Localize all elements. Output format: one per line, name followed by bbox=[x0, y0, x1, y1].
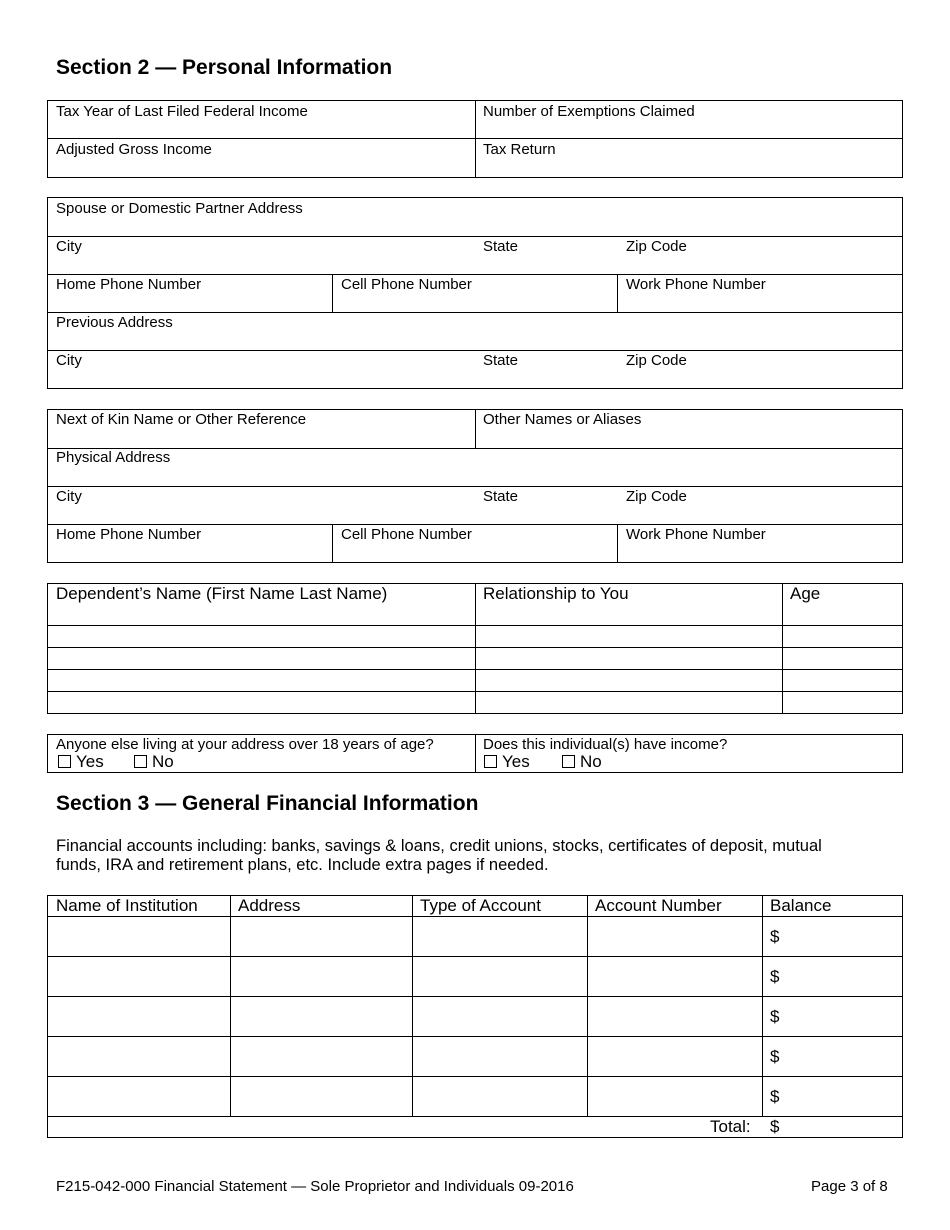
checkbox-icon[interactable] bbox=[484, 755, 497, 768]
dependents-table bbox=[47, 583, 903, 714]
accounts-header-balance: Balance bbox=[770, 896, 832, 915]
adults-yes-option[interactable] bbox=[58, 752, 104, 772]
balance-currency: $ bbox=[770, 1087, 780, 1106]
household-question-adults: Anyone else living at your address over 18 years of age? bbox=[56, 736, 434, 753]
income-no-option[interactable] bbox=[562, 752, 602, 772]
checkbox-icon[interactable] bbox=[58, 755, 71, 768]
agi-field[interactable]: Adjusted Gross Income bbox=[56, 141, 212, 158]
description-line-2: funds, IRA and retirement plans, etc. Include extra pages if needed. bbox=[56, 856, 549, 874]
balance-currency: $ bbox=[770, 1047, 780, 1066]
total-label: Total: bbox=[710, 1117, 751, 1136]
exemptions-field[interactable]: Number of Exemptions Claimed bbox=[483, 103, 695, 120]
spouse-work-phone-field[interactable]: Work Phone Number bbox=[626, 276, 766, 293]
next-of-kin-table bbox=[47, 409, 903, 563]
kin-home-phone-field[interactable]: Home Phone Number bbox=[56, 526, 202, 543]
aliases-field[interactable]: Other Names or Aliases bbox=[483, 411, 642, 428]
accounts-table bbox=[47, 895, 903, 1138]
checkbox-icon[interactable] bbox=[562, 755, 575, 768]
balance-currency: $ bbox=[770, 1007, 780, 1026]
previous-address-field[interactable]: Previous Address bbox=[56, 314, 173, 331]
tax-year-field[interactable]: Tax Year of Last Filed Federal Income bbox=[56, 103, 308, 120]
footer-form-id: F215-042-000 Financial Statement — Sole Proprietor and Individuals 09-2016 bbox=[56, 1178, 574, 1195]
section-3-description bbox=[56, 837, 886, 875]
kin-name-field[interactable]: Next of Kin Name or Other Reference bbox=[56, 411, 307, 428]
balance-currency: $ bbox=[770, 967, 780, 986]
description-line-1: Financial accounts including: banks, savings & loans, credit unions, stocks, certificates of deposit, mutual bbox=[56, 837, 822, 855]
no-label: No bbox=[580, 752, 602, 771]
footer-page-number: Page 3 of 8 bbox=[811, 1178, 888, 1195]
household-questions-table bbox=[47, 734, 903, 773]
section-3-title: Section 3 — General Financial Information bbox=[56, 792, 479, 815]
kin-zip-field[interactable]: Zip Code bbox=[626, 488, 687, 505]
section-2-title: Section 2 — Personal Information bbox=[56, 56, 393, 79]
kin-work-phone-field[interactable]: Work Phone Number bbox=[626, 526, 766, 543]
spouse-address-table bbox=[47, 197, 903, 389]
kin-city-field[interactable]: City bbox=[56, 488, 82, 505]
spouse-home-phone-field[interactable]: Home Phone Number bbox=[56, 276, 202, 293]
tax-info-table bbox=[47, 100, 903, 178]
spouse-address-field[interactable]: Spouse or Domestic Partner Address bbox=[56, 200, 303, 217]
dependents-header-name: Dependent’s Name (First Name Last Name) bbox=[56, 584, 388, 603]
kin-state-field[interactable]: State bbox=[483, 488, 519, 505]
accounts-header-address: Address bbox=[238, 896, 301, 915]
accounts-header-number: Account Number bbox=[595, 896, 722, 915]
dependents-header-relationship: Relationship to You bbox=[483, 584, 629, 603]
physical-address-field[interactable]: Physical Address bbox=[56, 449, 171, 466]
accounts-header-type: Type of Account bbox=[420, 896, 541, 915]
kin-cell-phone-field[interactable]: Cell Phone Number bbox=[341, 526, 472, 543]
balance-currency: $ bbox=[770, 927, 780, 946]
yes-label: Yes bbox=[76, 752, 104, 771]
previous-zip-field[interactable]: Zip Code bbox=[626, 352, 687, 369]
spouse-city-field[interactable]: City bbox=[56, 238, 82, 255]
spouse-cell-phone-field[interactable]: Cell Phone Number bbox=[341, 276, 472, 293]
yes-label: Yes bbox=[502, 752, 530, 771]
accounts-header-institution: Name of Institution bbox=[56, 896, 198, 915]
spouse-zip-field[interactable]: Zip Code bbox=[626, 238, 687, 255]
previous-city-field[interactable]: City bbox=[56, 352, 82, 369]
spouse-state-field[interactable]: State bbox=[483, 238, 519, 255]
no-label: No bbox=[152, 752, 174, 771]
tax-return-field[interactable]: Tax Return bbox=[483, 141, 556, 158]
previous-state-field[interactable]: State bbox=[483, 352, 519, 369]
income-yes-option[interactable] bbox=[484, 752, 530, 772]
adults-no-option[interactable] bbox=[134, 752, 174, 772]
total-currency: $ bbox=[770, 1117, 780, 1136]
dependents-header-age: Age bbox=[790, 584, 821, 603]
household-question-income: Does this individual(s) have income? bbox=[483, 736, 728, 753]
checkbox-icon[interactable] bbox=[134, 755, 147, 768]
